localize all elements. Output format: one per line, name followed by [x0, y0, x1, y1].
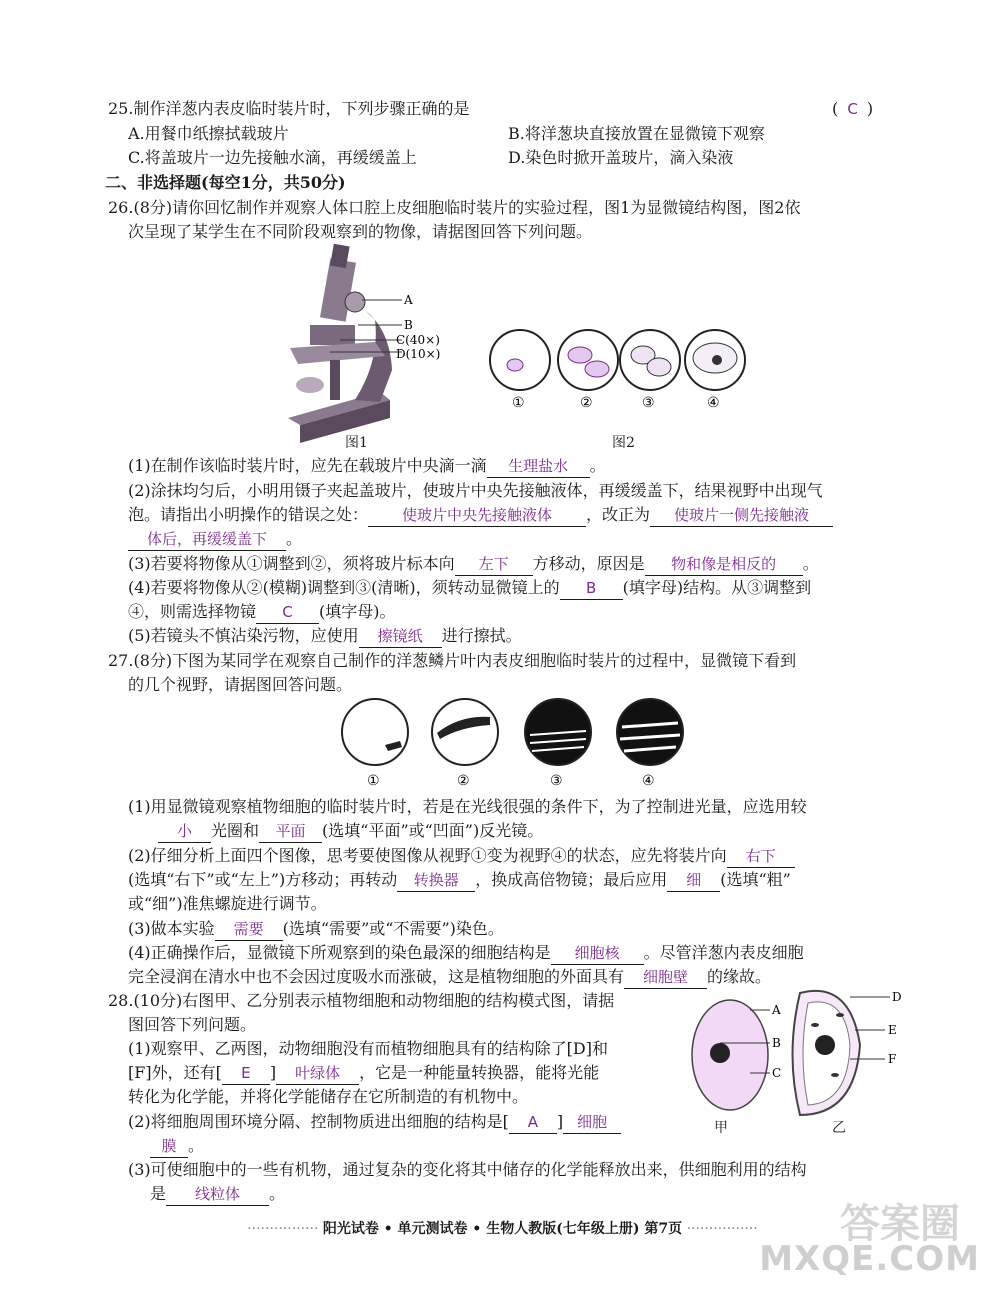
q27-answer-1a: 小 — [158, 820, 211, 843]
q27-view-1 — [342, 699, 408, 765]
q26-p2-line2: 泡。请指出小明操作的错误之处： 使玻片中央先接触液体 ，改正为 使玻片一侧先接触液 — [128, 504, 833, 527]
cell-label-b: B — [772, 1036, 781, 1050]
q25-option-a: A.用餐巾纸擦拭载玻片 — [128, 124, 289, 143]
view-3-label: ③ — [642, 395, 655, 411]
label-b: B — [404, 318, 413, 332]
q27-p2-line1: (2)仔细分析上面四个图像，思考要使图像从视野①变为视野④的状态，应先将装片向 右下 — [128, 845, 795, 868]
fig2-views — [485, 325, 760, 415]
q27-views — [340, 695, 690, 790]
watermark-brand: 答案圈 — [840, 1201, 960, 1247]
q28-p3-line2: 是 线粒体 。 — [150, 1183, 285, 1206]
q28-p2-line2: 膜 。 — [150, 1135, 204, 1158]
caption-jia: 甲 — [714, 1120, 728, 1136]
q28-answer-2b: 细胞 — [563, 1111, 621, 1134]
q27-p1-line2: 小 光圈和 平面 (选填“平面”或“凹面”)反光镜。 — [158, 820, 543, 843]
q27-view-3-label: ③ — [550, 773, 563, 789]
q26-answer-1: 生理盐水 — [487, 455, 590, 478]
q26-p2-line3: 体后，再缓缓盖下 。 — [128, 528, 302, 551]
q26-p2-line1: (2)涂抹均匀后，小明用镊子夹起盖玻片，使玻片中央先接触液体，再缓缓盖下，结果视野中出现气 — [128, 481, 823, 500]
q26-p1: (1)在制作该临时装片时，应先在载玻片中央滴一滴 生理盐水 。 — [128, 455, 606, 478]
footer-text: 阳光试卷 • 单元测试卷 • 生物人教版(七年级上册) 第7页 — [322, 1221, 683, 1237]
q27-view-1-label: ① — [367, 773, 380, 789]
q27-stem-2: 的几个视野，请据图回答问题。 — [128, 675, 353, 694]
view-4-label: ④ — [707, 395, 720, 411]
q26-p4-line2: ④，则需选择物镜 C (填字母)。 — [128, 601, 396, 624]
q28-answer-1b: 叶绿体 — [276, 1062, 359, 1085]
q26-answer-2c: 体后，再缓缓盖下 — [128, 528, 286, 551]
q26-p5: (5)若镜头不慎沾染污物，应使用 擦镜纸 进行擦拭。 — [128, 625, 522, 648]
view-2-label: ② — [580, 395, 593, 411]
q26-answer-5: 擦镜纸 — [359, 625, 442, 648]
label-c: C(40×) — [396, 333, 440, 347]
q27-p1-line1: (1)用显微镜观察植物细胞的临时装片时，若是在光线很强的条件下，为了控制进光量，应选用较 — [128, 797, 807, 816]
q27-answer-4a: 细胞核 — [551, 942, 644, 965]
animal-cell — [692, 1000, 768, 1110]
q28-stem-1: 28.(10分)右图甲、乙分别表示植物细胞和动物细胞的结构模式图，请据 — [108, 991, 615, 1010]
q27-p2-line2: (选填“右下”或“左上”)方移动；再转动 转换器 ，换成高倍物镜；最后应用 细 (选填“粗” — [128, 869, 791, 892]
q27-answer-2a: 右下 — [727, 845, 795, 868]
q28-answer-1a: E — [222, 1062, 270, 1085]
q26-answer-3b: 物和像是相反的 — [645, 553, 803, 576]
q28-stem-2: 图回答下列问题。 — [128, 1015, 257, 1034]
q27-p3: (3)做本实验 需要 (选填“需要”或“不需要”)染色。 — [128, 918, 504, 941]
q25-option-c: C.将盖玻片一边先接触水滴，再缓缓盖上 — [128, 148, 417, 167]
q27-view-4 — [617, 699, 683, 765]
cell-label-f: F — [888, 1052, 897, 1066]
q25-option-b: B.将洋葱块直接放置在显微镜下观察 — [508, 124, 765, 143]
animal-nucleus — [710, 1043, 730, 1063]
q28-p2-line1: (2)将细胞周围环境分隔、控制物质进出细胞的结构是[ A ] 细胞 — [128, 1111, 621, 1134]
q27-answer-1b: 平面 — [259, 820, 322, 843]
q26-p4-line1: (4)若要将物像从②(模糊)调整到③(清晰)，须转动显微镜上的 B (填字母)结构。从③调整到 — [128, 577, 811, 600]
q27-p4-line2: 完全浸润在清水中也不会因过度吸水而涨破，这是植物细胞的外面具有 细胞壁 的缘故。 — [128, 966, 771, 989]
q27-p2-line3: 或“细”)准焦螺旋进行调节。 — [128, 894, 327, 913]
q25-answer-bracket: ( C ) — [832, 99, 874, 118]
q26-p3: (3)若要将物像从①调整到②，须将玻片标本向 左下 方移动，原因是 物和像是相反的 。 — [128, 553, 819, 576]
q25-answer: C — [847, 100, 858, 118]
q27-stem-1: 27.(8分)下图为某同学在观察自己制作的洋葱鳞片叶内表皮细胞临时装片的过程中，显微镜下看到 — [108, 651, 797, 670]
q27-answer-3: 需要 — [215, 918, 283, 941]
cell-diagram — [690, 985, 920, 1135]
q28-answer-2a: A — [509, 1111, 557, 1134]
label-a: A — [404, 293, 413, 307]
fig2-caption: 图2 — [612, 435, 635, 451]
q26-answer-4a: B — [560, 577, 623, 600]
cell-label-a: A — [772, 1003, 781, 1017]
q27-answer-2b: 转换器 — [397, 869, 475, 892]
q25-stem: 25.制作洋葱内表皮临时装片时，下列步骤正确的是 — [108, 99, 470, 118]
microscope-figure — [280, 240, 470, 450]
watermark: MXQE.COM — [759, 1239, 980, 1279]
fig1-caption: 图1 — [345, 435, 368, 451]
q27-answer-4b: 细胞壁 — [624, 966, 707, 989]
q27-answer-2c: 细 — [667, 869, 720, 892]
q28-answer-2c: 膜 — [150, 1135, 188, 1158]
q27-p4-line1: (4)正确操作后，显微镜下所观察到的染色最深的细胞结构是 细胞核 。尽管洋葱内表皮细胞 — [128, 942, 804, 965]
cell-label-c: C — [772, 1066, 782, 1080]
caption-yi: 乙 — [832, 1120, 846, 1136]
q26-answer-2a: 使玻片中央先接触液体 — [368, 504, 586, 527]
q28-p1-line2: [F]外，还有[ E ] 叶绿体 ，它是一种能量转换器，能将光能 — [128, 1062, 599, 1085]
q26-stem-1: 26.(8分)请你回忆制作并观察人体口腔上皮细胞临时装片的实验过程，图1为显微镜结构图，图2依 — [108, 198, 801, 217]
label-d: D(10×) — [396, 347, 441, 361]
view-1-label: ① — [512, 395, 525, 411]
q27-view-4-label: ④ — [642, 773, 655, 789]
q26-answer-2b: 使玻片一侧先接触液 — [650, 504, 833, 527]
q26-stem-2: 次呈现了某学生在不同阶段观察到的物像，请据图回答下列问题。 — [128, 222, 593, 241]
cell-label-e: E — [888, 1023, 897, 1037]
q26-answer-4b: C — [256, 601, 319, 624]
q26-answer-3a: 左下 — [455, 553, 533, 576]
q28-p1-line3: 转化为化学能，并将化学能储存在它所制造的有机物中。 — [128, 1087, 529, 1106]
page-footer: ················ 阳光试卷 • 单元测试卷 • 生物人教版(七年级上册) 第7页 ················ — [247, 1221, 758, 1237]
q28-answer-3: 线粒体 — [166, 1183, 269, 1206]
q27-view-2-label: ② — [457, 773, 470, 789]
q28-p3-line1: (3)可使细胞中的一些有机物，通过复杂的变化将其中储存的化学能释放出来，供细胞利用的结构 — [128, 1160, 807, 1179]
plant-nucleus — [815, 1035, 835, 1055]
cell-label-d: D — [892, 990, 902, 1004]
q28-p1-line1: (1)观察甲、乙两图，动物细胞没有而植物细胞具有的结构除了[D]和 — [128, 1039, 608, 1058]
section-heading: 二、非选择题(每空1分，共50分) — [105, 173, 346, 192]
q25-option-d: D.染色时掀开盖玻片，滴入染液 — [508, 148, 734, 167]
